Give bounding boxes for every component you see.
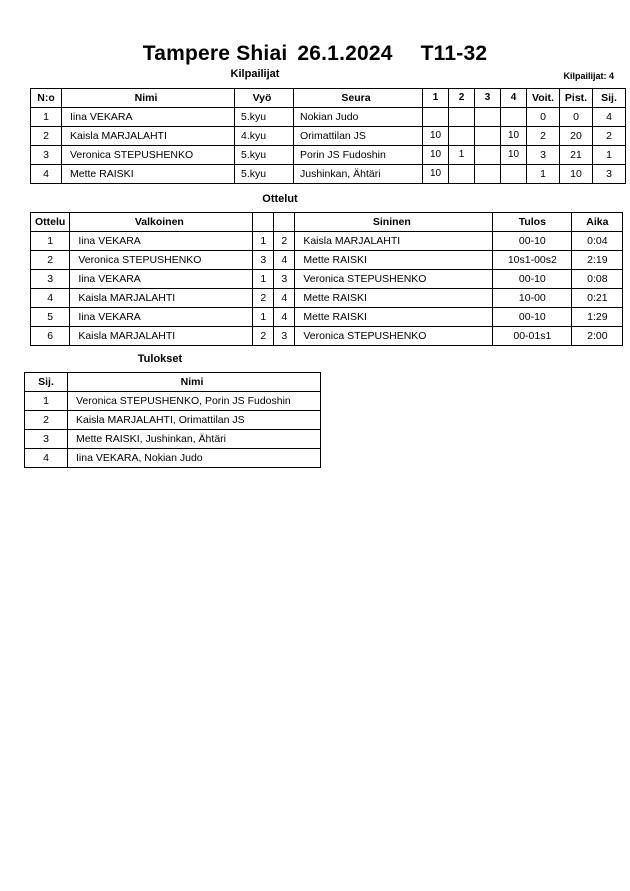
cell-result: 00-10 xyxy=(493,308,572,327)
cell-r4: 10 xyxy=(501,146,527,165)
table-row xyxy=(25,411,321,430)
cell-blue-no: 2 xyxy=(274,232,295,251)
cell-wins: 3 xyxy=(527,146,560,165)
column-header-rank: Sij. xyxy=(593,89,626,108)
cell-blue: Veronica STEPUSHENKO xyxy=(295,270,493,289)
cell-result: 10-00 xyxy=(493,289,572,308)
cell-r3 xyxy=(475,146,501,165)
cell-time: 2:19 xyxy=(572,251,623,270)
cell-time: 0:21 xyxy=(572,289,623,308)
cell-no: 2 xyxy=(31,127,62,146)
column-header-no: N:o xyxy=(31,89,62,108)
cell-belt: 5.kyu xyxy=(235,108,294,127)
cell-points: 0 xyxy=(560,108,593,127)
table-row xyxy=(31,232,623,251)
cell-white-no: 3 xyxy=(253,251,274,270)
cell-no: 1 xyxy=(31,108,62,127)
cell-r1 xyxy=(423,108,449,127)
cell-belt: 4.kyu xyxy=(235,127,294,146)
cell-name: Iina VEKARA xyxy=(62,108,235,127)
cell-blue: Mette RAISKI xyxy=(295,289,493,308)
table-header-row xyxy=(31,213,623,232)
event-date: 26.1.2024 xyxy=(297,42,393,65)
cell-result: 00-01s1 xyxy=(493,327,572,346)
cell-points: 10 xyxy=(560,165,593,184)
page-title xyxy=(0,42,630,66)
table-row xyxy=(31,327,623,346)
competitor-count: Kilpailijat: 4 xyxy=(563,71,614,81)
event-category: T11-32 xyxy=(420,42,488,65)
cell-name: Mette RAISKI xyxy=(62,165,235,184)
column-header-name: Nimi xyxy=(62,89,235,108)
cell-rank: 3 xyxy=(593,165,626,184)
column-header-r1: 1 xyxy=(423,89,449,108)
table-row xyxy=(31,308,623,327)
column-header-match-no: Ottelu xyxy=(31,213,70,232)
cell-name: Kaisla MARJALAHTI xyxy=(62,127,235,146)
cell-result: 10s1-00s2 xyxy=(493,251,572,270)
table-row xyxy=(31,270,623,289)
table-row xyxy=(25,430,321,449)
column-header-result: Tulos xyxy=(493,213,572,232)
table-row xyxy=(31,127,626,146)
table-row xyxy=(25,449,321,468)
cell-result: 00-10 xyxy=(493,270,572,289)
table-header-row xyxy=(31,89,626,108)
column-header-belt: Vyö xyxy=(235,89,294,108)
cell-result-name: Mette RAISKI, Jushinkan, Ähtäri xyxy=(68,430,321,449)
cell-white: Iina VEKARA xyxy=(70,308,253,327)
cell-match-no: 1 xyxy=(31,232,70,251)
cell-blue: Veronica STEPUSHENKO xyxy=(295,327,493,346)
cell-blue-no: 4 xyxy=(274,289,295,308)
table-row xyxy=(31,108,626,127)
cell-blue: Kaisla MARJALAHTI xyxy=(295,232,493,251)
column-header-points: Pist. xyxy=(560,89,593,108)
cell-white: Kaisla MARJALAHTI xyxy=(70,289,253,308)
cell-r3 xyxy=(475,127,501,146)
cell-match-no: 4 xyxy=(31,289,70,308)
cell-r2: 1 xyxy=(449,146,475,165)
table-row xyxy=(25,392,321,411)
cell-points: 20 xyxy=(560,127,593,146)
cell-blue-no: 4 xyxy=(274,308,295,327)
cell-match-no: 5 xyxy=(31,308,70,327)
cell-blue-no: 3 xyxy=(274,327,295,346)
cell-club: Nokian Judo xyxy=(294,108,423,127)
cell-white: Kaisla MARJALAHTI xyxy=(70,327,253,346)
column-header-wins: Voit. xyxy=(527,89,560,108)
cell-white-no: 1 xyxy=(253,308,274,327)
cell-rank: 1 xyxy=(593,146,626,165)
cell-r2 xyxy=(449,108,475,127)
cell-no: 4 xyxy=(31,165,62,184)
cell-result-rank: 2 xyxy=(25,411,68,430)
cell-belt: 5.kyu xyxy=(235,146,294,165)
cell-wins: 1 xyxy=(527,165,560,184)
cell-result: 00-10 xyxy=(493,232,572,251)
table-row xyxy=(31,165,626,184)
cell-white-no: 1 xyxy=(253,270,274,289)
table-row xyxy=(31,146,626,165)
cell-club: Orimattilan JS xyxy=(294,127,423,146)
cell-white: Iina VEKARA xyxy=(70,232,253,251)
cell-wins: 0 xyxy=(527,108,560,127)
cell-time: 0:04 xyxy=(572,232,623,251)
cell-club: Jushinkan, Ähtäri xyxy=(294,165,423,184)
cell-time: 0:08 xyxy=(572,270,623,289)
cell-result-name: Iina VEKARA, Nokian Judo xyxy=(68,449,321,468)
cell-result-name: Kaisla MARJALAHTI, Orimattilan JS xyxy=(68,411,321,430)
cell-r1: 10 xyxy=(423,165,449,184)
cell-match-no: 3 xyxy=(31,270,70,289)
matches-table xyxy=(30,212,623,346)
cell-r3 xyxy=(475,165,501,184)
cell-points: 21 xyxy=(560,146,593,165)
column-header-blue-no xyxy=(274,213,295,232)
cell-white: Veronica STEPUSHENKO xyxy=(70,251,253,270)
cell-blue-no: 3 xyxy=(274,270,295,289)
section-heading-matches: Ottelut xyxy=(262,193,298,205)
cell-club: Porin JS Fudoshin xyxy=(294,146,423,165)
section-heading-results: Tulokset xyxy=(137,353,183,365)
cell-rank: 2 xyxy=(593,127,626,146)
column-header-white: Valkoinen xyxy=(70,213,253,232)
event-name: Tampere Shiai xyxy=(142,42,288,65)
cell-r4: 10 xyxy=(501,127,527,146)
column-header-r2: 2 xyxy=(449,89,475,108)
cell-r2 xyxy=(449,127,475,146)
table-row xyxy=(31,289,623,308)
cell-no: 3 xyxy=(31,146,62,165)
cell-r1: 10 xyxy=(423,127,449,146)
cell-name: Veronica STEPUSHENKO xyxy=(62,146,235,165)
cell-white-no: 1 xyxy=(253,232,274,251)
cell-belt: 5.kyu xyxy=(235,165,294,184)
column-header-club: Seura xyxy=(294,89,423,108)
cell-white-no: 2 xyxy=(253,327,274,346)
cell-result-rank: 4 xyxy=(25,449,68,468)
cell-blue-no: 4 xyxy=(274,251,295,270)
column-header-r4: 4 xyxy=(501,89,527,108)
table-row xyxy=(31,251,623,270)
cell-match-no: 2 xyxy=(31,251,70,270)
competitors-table xyxy=(30,88,626,184)
results-table xyxy=(24,372,321,468)
cell-r4 xyxy=(501,165,527,184)
cell-rank: 4 xyxy=(593,108,626,127)
cell-wins: 2 xyxy=(527,127,560,146)
cell-r4 xyxy=(501,108,527,127)
cell-r3 xyxy=(475,108,501,127)
table-header-row xyxy=(25,373,321,392)
column-header-blue: Sininen xyxy=(295,213,493,232)
cell-blue: Mette RAISKI xyxy=(295,251,493,270)
section-heading-competitors: Kilpailijat xyxy=(230,68,280,80)
cell-white: Iina VEKARA xyxy=(70,270,253,289)
cell-blue: Mette RAISKI xyxy=(295,308,493,327)
column-header-r3: 3 xyxy=(475,89,501,108)
cell-white-no: 2 xyxy=(253,289,274,308)
column-header-time: Aika xyxy=(572,213,623,232)
cell-time: 2:00 xyxy=(572,327,623,346)
cell-r1: 10 xyxy=(423,146,449,165)
cell-result-rank: 1 xyxy=(25,392,68,411)
cell-result-name: Veronica STEPUSHENKO, Porin JS Fudoshin xyxy=(68,392,321,411)
column-header-result-rank: Sij. xyxy=(25,373,68,392)
column-header-white-no xyxy=(253,213,274,232)
column-header-result-name: Nimi xyxy=(68,373,321,392)
cell-r2 xyxy=(449,165,475,184)
cell-result-rank: 3 xyxy=(25,430,68,449)
cell-match-no: 6 xyxy=(31,327,70,346)
cell-time: 1:29 xyxy=(572,308,623,327)
